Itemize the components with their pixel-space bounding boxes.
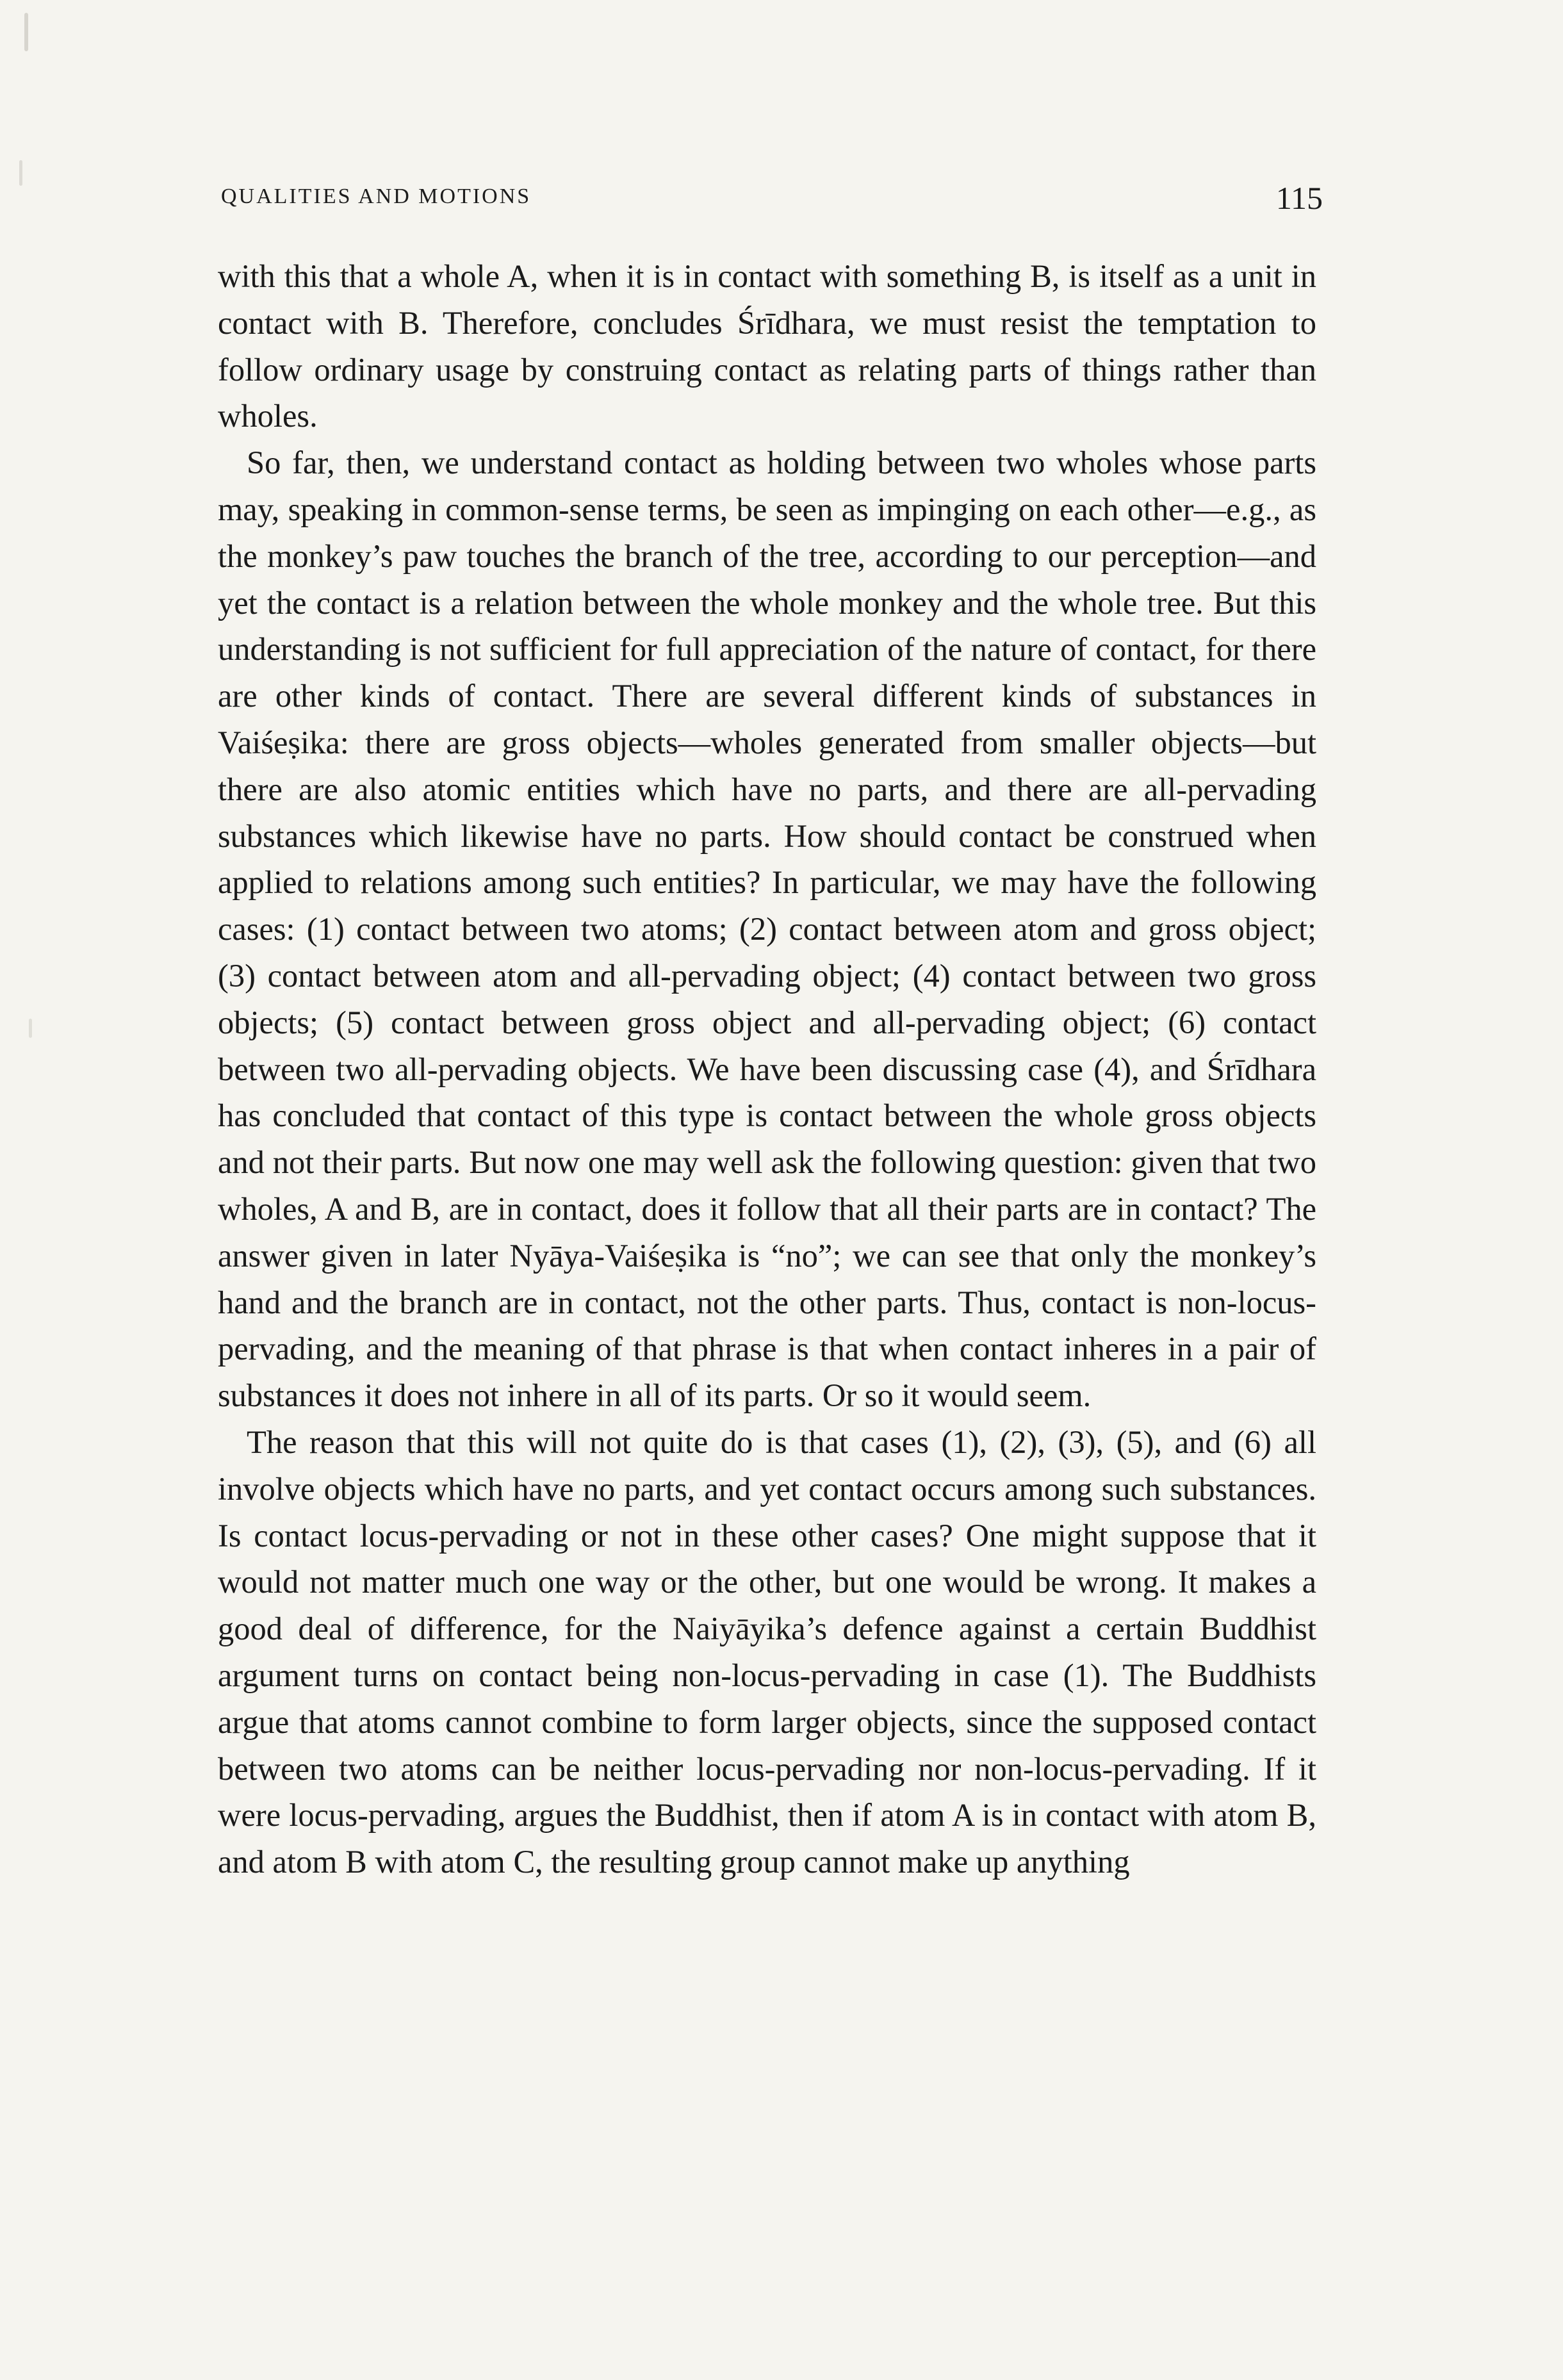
scan-mark xyxy=(19,160,22,186)
paragraph-1: with this that a whole A, when it is in contact with something B, is itself as a unit in contact with B. Therefore, concludes Śrīdhara, we must resist the temptation to follow ordinary usage by construing contact as relating parts of things rather than wholes. xyxy=(218,258,1316,434)
page-header xyxy=(221,179,1323,224)
scan-mark xyxy=(29,1019,32,1038)
body-text xyxy=(218,253,1316,1885)
page-number: 115 xyxy=(1275,180,1323,216)
paragraph-2: So far, then, we understand contact as holding between two wholes whose parts may, speaking in common-sense terms, be seen as impinging on each other—e.g., as the monkey’s paw touches the branch of the tree, according to our perception—and yet the contact is a relation between the whole monkey and the whole tree. But this understanding is not sufficient for full appreciation of the nature of contact, for there are other kinds of contact. There are several different kinds of substances in Vaiśeṣika: there are gross objects—wholes generated from smaller objects—but there are also atomic entities which have no parts, and there are all-pervading substances which likewise have no parts. How should contact be construed when applied to relations among such entities? In particular, we may have the following cases: (1) contact between two atoms; (2) contact between atom and gross object; (3) contact between atom and all-pervading object; (4) contact between two gross objects; (5) contact between gross object and all-pervading object; (6) contact between two all-pervading objects. We have been discussing case (4), and Śrīdhara has concluded that contact of this type is contact between the whole gross objects and not their parts. But now one may well ask the following question: given that two wholes, A and B, are in contact, does it follow that all their parts are in contact? The answer given in later Nyāya-Vaiśeṣika is “no”; we can see that only the monkey’s hand and the branch are in contact, not the other parts. Thus, contact is non-locus-pervading, and the meaning of that phrase is that when contact inheres in a pair of substances it does not inhere in all of its parts. Or so it would seem. xyxy=(218,445,1316,1414)
running-head: QUALITIES AND MOTIONS xyxy=(221,185,532,208)
paragraph-3: The reason that this will not quite do is that cases (1), (2), (3), (5), and (6) all involve objects which have no parts, and yet contact occurs among such substances. Is contact locus-pervading or not in these other cases? One might suppose that it would not matter much one way or the other, but one would be wrong. It makes a good deal of difference, for the Naiyāyika’s defence against a certain Buddhist argument turns on contact being non-locus-pervading in case (1). The Buddhists argue that atoms cannot combine to form larger objects, since the supposed contact between two atoms can be neither locus-pervading nor non-locus-pervading. If it were locus-pervading, argues the Buddhist, then if atom A is in contact with atom B, and atom B with atom C, the resulting group cannot make up anything xyxy=(218,1424,1316,1880)
scan-mark xyxy=(24,13,28,51)
